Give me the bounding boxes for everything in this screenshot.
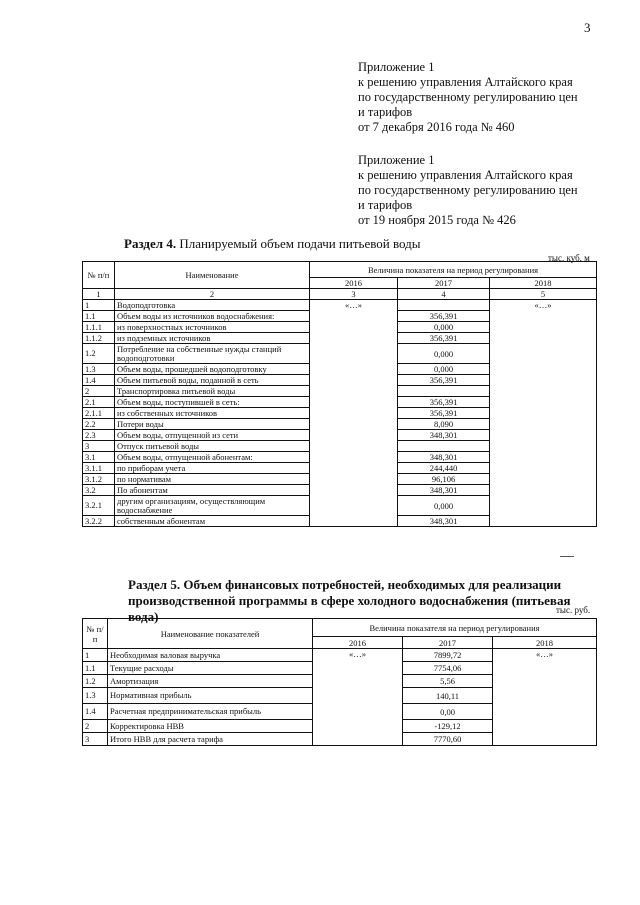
row-name: Нормативная прибыль (108, 688, 313, 704)
page-number: 3 (584, 20, 591, 35)
header-num: № п/п (83, 262, 115, 289)
section4-title-bold: Раздел 4. (124, 236, 177, 251)
row-num: 1.1 (83, 662, 108, 675)
value-2017: 356,391 (398, 333, 490, 344)
row-name: Объем воды, отпущенной абонентам: (115, 452, 310, 463)
row-num: 2.2 (83, 419, 115, 430)
row-name: Транспортировка питьевой воды (115, 386, 310, 397)
appendix-line: к решению управления Алтайского края (358, 75, 573, 89)
col-number: 1 (83, 289, 115, 300)
row-name: Потребление на собственные нужды станций водоподготовки (115, 344, 310, 364)
header-year: 2016 (313, 637, 403, 649)
col-number: 5 (490, 289, 597, 300)
row-name: Объем воды, поступившей в сеть: (115, 397, 310, 408)
row-name: из поверхностных источников (115, 322, 310, 333)
decorative-dash (560, 556, 574, 557)
row-num: 2.1.1 (83, 408, 115, 419)
row-num: 1.1.2 (83, 333, 115, 344)
section5-title-text: Объем финансовых потребностей, необходимых для реализации производственной программы в сфере холодного водоснабжения (питьевая вода) (128, 577, 571, 624)
value-2017: 96,106 (398, 474, 490, 485)
row-num: 1.1.1 (83, 322, 115, 333)
row-num: 1.1 (83, 311, 115, 322)
table-row (83, 649, 597, 662)
header-year: 2016 (310, 278, 398, 289)
header-num: № п/п (83, 619, 108, 649)
row-name: из подземных источников (115, 333, 310, 344)
col-number: 2 (115, 289, 310, 300)
row-num: 1.2 (83, 344, 115, 364)
appendix-block-2 (358, 153, 578, 228)
row-name: по нормативам (115, 474, 310, 485)
row-num: 3.1.2 (83, 474, 115, 485)
appendix-line: Приложение 1 (358, 60, 435, 74)
row-name: Объем воды, прошедшей водоподготовку (115, 364, 310, 375)
value-2017: 8,090 (398, 419, 490, 430)
row-num: 3.2.2 (83, 516, 115, 527)
value-2018-placeholder: «…» (490, 300, 597, 527)
row-num: 1 (83, 649, 108, 662)
appendix-line: и тарифов (358, 198, 413, 212)
row-num: 1.4 (83, 375, 115, 386)
value-2017: 0,000 (398, 364, 490, 375)
value-2017: 0,000 (398, 496, 490, 516)
col-number: 3 (310, 289, 398, 300)
row-name: по приборам учета (115, 463, 310, 474)
appendix-line: Приложение 1 (358, 153, 435, 167)
value-2017: 356,391 (398, 397, 490, 408)
appendix-line: по государственному регулированию цен (358, 183, 578, 197)
value-2017: 244,440 (398, 463, 490, 474)
value-2016-placeholder: «…» (310, 300, 398, 527)
value-2017: 0,000 (398, 344, 490, 364)
appendix-block-1 (358, 60, 578, 135)
section4-title-text: Планируемый объем подачи питьевой воды (176, 236, 421, 251)
value-2017: 348,301 (398, 452, 490, 463)
value-2017: -129,12 (403, 720, 493, 733)
row-name: Объем воды из источников водоснабжения: (115, 311, 310, 322)
row-name: Водоподготовка (115, 300, 310, 311)
value-2017: 348,301 (398, 485, 490, 496)
header-period: Величина показателя на период регулирования (313, 619, 597, 637)
row-name: Текущие расходы (108, 662, 313, 675)
header-year: 2018 (493, 637, 597, 649)
row-name: Объем воды, отпущенной из сети (115, 430, 310, 441)
row-name: другим организациям, осуществляющим водоснабжение (115, 496, 310, 516)
table-row (83, 300, 597, 311)
value-2017: 348,301 (398, 516, 490, 527)
section5-title-bold: Раздел 5. (128, 577, 181, 592)
row-name: Расчетная предпринимательская прибыль (108, 704, 313, 720)
section5-table (82, 618, 597, 746)
value-2017: 7899,72 (403, 649, 493, 662)
appendix-line: от 7 декабря 2016 года № 460 (358, 120, 515, 134)
row-num: 3 (83, 441, 115, 452)
row-num: 3.1.1 (83, 463, 115, 474)
row-num: 2 (83, 386, 115, 397)
row-name: Корректировка НВВ (108, 720, 313, 733)
section4-unit: тыс. куб. м (548, 253, 590, 263)
value-2017: 356,391 (398, 311, 490, 322)
row-name: Потери воды (115, 419, 310, 430)
section4-title (124, 236, 421, 252)
value-2017 (398, 386, 490, 397)
value-2018-placeholder: «…» (493, 649, 597, 746)
col-number: 4 (398, 289, 490, 300)
value-2017: 5,56 (403, 675, 493, 688)
value-2017: 0,00 (403, 704, 493, 720)
row-name: Амортизация (108, 675, 313, 688)
row-num: 2.3 (83, 430, 115, 441)
appendix-line: от 19 ноября 2015 года № 426 (358, 213, 516, 227)
row-num: 1.3 (83, 688, 108, 704)
row-num: 1.2 (83, 675, 108, 688)
header-year: 2017 (398, 278, 490, 289)
header-period: Величина показателя на период регулирования (310, 262, 597, 278)
value-2017: 0,000 (398, 322, 490, 333)
row-name: Отпуск питьевой воды (115, 441, 310, 452)
appendix-line: по государственному регулированию цен (358, 90, 578, 104)
row-num: 3.1 (83, 452, 115, 463)
row-num: 1 (83, 300, 115, 311)
section5-unit: тыс. руб. (556, 605, 591, 615)
value-2016-placeholder: «…» (313, 649, 403, 746)
row-name: Объем питьевой воды, поданной в сеть (115, 375, 310, 386)
row-num: 3.2.1 (83, 496, 115, 516)
row-num: 2.1 (83, 397, 115, 408)
value-2017: 348,301 (398, 430, 490, 441)
row-name: По абонентам (115, 485, 310, 496)
value-2017: 7754,06 (403, 662, 493, 675)
row-num: 3 (83, 733, 108, 746)
header-name: Наименование (115, 262, 310, 289)
value-2017 (398, 441, 490, 452)
row-num: 2 (83, 720, 108, 733)
row-num: 1.4 (83, 704, 108, 720)
row-name: из собственных источников (115, 408, 310, 419)
header-year: 2018 (490, 278, 597, 289)
value-2017: 356,391 (398, 408, 490, 419)
appendix-line: к решению управления Алтайского края (358, 168, 573, 182)
header-name: Наименование показателей (108, 619, 313, 649)
section4-table (82, 261, 597, 527)
appendix-line: и тарифов (358, 105, 413, 119)
row-name: Итого НВВ для расчета тарифа (108, 733, 313, 746)
row-name: Необходимая валовая выручка (108, 649, 313, 662)
value-2017: 140,11 (403, 688, 493, 704)
row-num: 3.2 (83, 485, 115, 496)
value-2017 (398, 300, 490, 311)
row-name: собственным абонентам (115, 516, 310, 527)
header-year: 2017 (403, 637, 493, 649)
value-2017: 7770,60 (403, 733, 493, 746)
value-2017: 356,391 (398, 375, 490, 386)
row-num: 1.3 (83, 364, 115, 375)
